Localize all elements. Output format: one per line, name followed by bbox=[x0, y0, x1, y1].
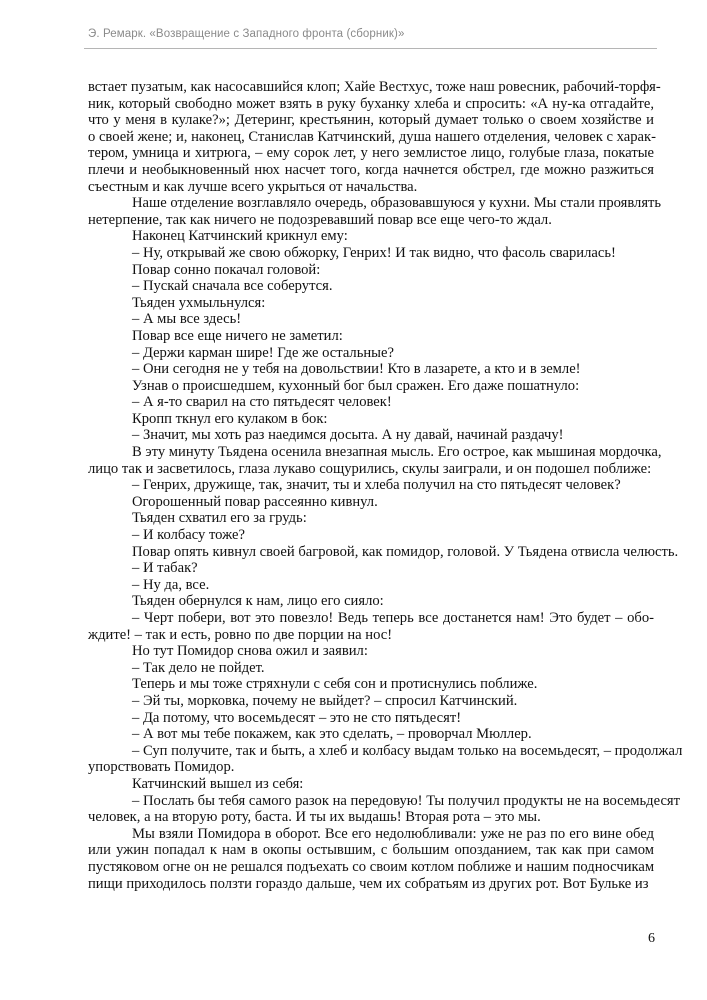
text-line: – Да потому, что восемьдесят – это не сто пятьдесят! bbox=[132, 709, 462, 726]
paragraph bbox=[88, 195, 662, 228]
header-divider bbox=[84, 48, 657, 49]
paragraph bbox=[88, 610, 654, 643]
paragraph bbox=[88, 726, 654, 743]
paragraph bbox=[88, 245, 654, 262]
paragraph bbox=[88, 510, 654, 527]
paragraph bbox=[88, 328, 654, 345]
text-line: Повар сонно покачал головой: bbox=[132, 261, 321, 278]
text-line: – А я-то сварил на сто пятьдесят человек! bbox=[132, 394, 392, 411]
text-line: – Черт побери, вот это повезло! Ведь теперь все достанется нам! Это будет – обо- bbox=[132, 610, 654, 626]
paragraph bbox=[88, 477, 654, 494]
text-line: Огорошенный повар рассеянно кивнул. bbox=[132, 493, 378, 510]
paragraph bbox=[88, 427, 654, 444]
text-line: Тьяден обернулся к нам, лицо его сияло: bbox=[132, 593, 384, 610]
text-line: – Пускай сначала все соберутся. bbox=[132, 278, 333, 295]
paragraph bbox=[88, 378, 654, 395]
paragraph bbox=[88, 361, 654, 378]
paragraph bbox=[88, 345, 654, 362]
text-line: лицо так и засветилось, глаза лукаво сощурились, скулы заиграли, и он подошел поближе: bbox=[88, 460, 652, 477]
paragraph bbox=[88, 776, 654, 793]
text-line: Узнав о происшедшем, кухонный бог был сражен. Его даже пошатнуло: bbox=[132, 377, 580, 394]
text-line: тером, умница и хитрюга, – ему сорок лет, у него землистое лицо, голубые глаза, покатые bbox=[88, 145, 654, 162]
paragraph bbox=[88, 228, 654, 245]
text-line: – Суп получите, так и быть, а хлеб и колбасу выдам только на восемьдесят, – продолжал bbox=[132, 742, 683, 759]
text-line: упорствовать Помидор. bbox=[88, 759, 235, 776]
text-line: – Генрих, дружище, так, значит, ты и хлеба получил на сто пятьдесят человек? bbox=[132, 477, 621, 494]
text-line: – Эй ты, морковка, почему не выйдет? – спросил Катчинский. bbox=[132, 692, 518, 709]
paragraph bbox=[88, 560, 654, 577]
paragraph bbox=[88, 278, 654, 295]
paragraph bbox=[88, 494, 654, 511]
text-line: нетерпение, так как ничего не подозревавший повар все еще чего-то ждал. bbox=[88, 211, 552, 228]
paragraph bbox=[88, 295, 654, 312]
paragraph bbox=[88, 543, 679, 561]
text-line: – Ну да, все. bbox=[132, 576, 210, 593]
text-line: Мы взяли Помидора в оборот. Все его недолюбливали: уже не раз по его вине обед bbox=[132, 825, 654, 842]
paragraph bbox=[88, 394, 654, 411]
text-line: В эту минуту Тьядена осенила внезапная мысль. Его острое, как мышиная мордочка, bbox=[132, 444, 662, 461]
text-line: Наше отделение возглавляло очередь, образовавшуюся у кухни. Мы стали проявлять bbox=[132, 195, 662, 212]
text-line: ждите! – так и есть, ровно по две порции на нос! bbox=[88, 626, 393, 643]
text-line: Тьяден схватил его за грудь: bbox=[132, 510, 307, 527]
paragraph bbox=[88, 710, 654, 727]
text-line: Катчинский вышел из себя: bbox=[132, 775, 304, 792]
text-line: Но тут Помидор снова ожил и заявил: bbox=[132, 643, 368, 660]
paragraph bbox=[88, 411, 654, 428]
text-line: Тьяден ухмыльнулся: bbox=[132, 294, 266, 311]
text-line: съестным и как лучше всего укрыться от начальства. bbox=[88, 178, 418, 195]
paragraph bbox=[88, 527, 654, 544]
text-line: Кропп ткнул его кулаком в бок: bbox=[132, 410, 328, 427]
text-line: – Они сегодня не у тебя на довольствии! Кто в лазарете, а кто и в земле! bbox=[132, 361, 581, 378]
text-line: ник, который свободно может взять в руку буханку хлеба и спросить: «А ну-ка отгадайте, bbox=[88, 95, 654, 112]
text-line: – И табак? bbox=[132, 560, 198, 577]
text-line: о своей жене; и, наконец, Станислав Катчинский, душа нашего отделения, человек с харак- bbox=[88, 128, 656, 145]
running-header: Э. Ремарк. «Возвращение с Западного фронта (сборник)» bbox=[88, 28, 405, 40]
text-line: – Послать бы тебя самого разок на передовую! Ты получил продукты не на восемьдесят bbox=[132, 792, 681, 809]
text-line: – Значит, мы хоть раз наедимся досыта. А ну давай, начинай раздачу! bbox=[132, 427, 564, 444]
text-line: – А вот мы тебе покажем, как это сделать, – проворчал Мюллер. bbox=[132, 726, 532, 743]
text-line: пищи приходилось ползти гораздо дальше, чем их собратьям из других рот. Вот Бульке из bbox=[88, 875, 649, 892]
paragraph bbox=[88, 742, 683, 776]
text-line: – И колбасу тоже? bbox=[132, 527, 245, 544]
text-line: Наконец Катчинский крикнул ему: bbox=[132, 228, 348, 245]
paragraph bbox=[88, 593, 654, 610]
text-line: человек, а на вторую роту, баста. И ты их выдашь! Вторая рота – это мы. bbox=[88, 809, 541, 826]
text-line: Теперь и мы тоже стряхнули с себя сон и протиснулись поближе. bbox=[132, 676, 538, 693]
paragraph bbox=[88, 311, 654, 328]
paragraph bbox=[88, 792, 681, 826]
text-line: или ужин попадал к нам в окопы остывшим, с большим опозданием, так как при самом bbox=[88, 842, 654, 859]
paragraph bbox=[88, 660, 654, 677]
paragraph bbox=[88, 444, 662, 477]
text-line: Повар все еще ничего не заметил: bbox=[132, 327, 343, 344]
paragraph bbox=[88, 676, 654, 693]
text-line: что у меня в кулаке?»; Детеринг, крестьянин, который думает только о своем хозяйстве и bbox=[88, 112, 654, 129]
text-line: пустяковом огне он не решался подъехать со своим котлом поближе и нашим подносчикам bbox=[88, 858, 655, 875]
text-line: – Держи карман шире! Где же остальные? bbox=[132, 344, 394, 361]
paragraph bbox=[88, 693, 654, 710]
text-line: – Ну, открывай же свою обжорку, Генрих! И так видно, что фасоль сварилась! bbox=[132, 244, 616, 261]
text-line: – Так дело не пойдет. bbox=[132, 659, 265, 676]
paragraph bbox=[88, 643, 654, 660]
paragraph bbox=[88, 826, 654, 892]
paragraph bbox=[88, 577, 654, 594]
page-number: 6 bbox=[648, 931, 655, 946]
text-line: встает пузатым, как насосавшийся клоп; Хайе Вестхус, тоже наш ровесник, рабочий-торфя- bbox=[88, 79, 661, 95]
paragraph bbox=[88, 79, 661, 195]
text-line: Повар опять кивнул своей багровой, как помидор, головой. У Тьядена отвисла челюсть. bbox=[132, 543, 679, 560]
text-line: – А мы все здесь! bbox=[132, 311, 242, 328]
page-body bbox=[88, 79, 683, 892]
paragraph bbox=[88, 262, 654, 279]
text-line: плечи и необыкновенный нюх насчет того, когда начнется обстрел, где можно разжиться bbox=[88, 161, 654, 178]
